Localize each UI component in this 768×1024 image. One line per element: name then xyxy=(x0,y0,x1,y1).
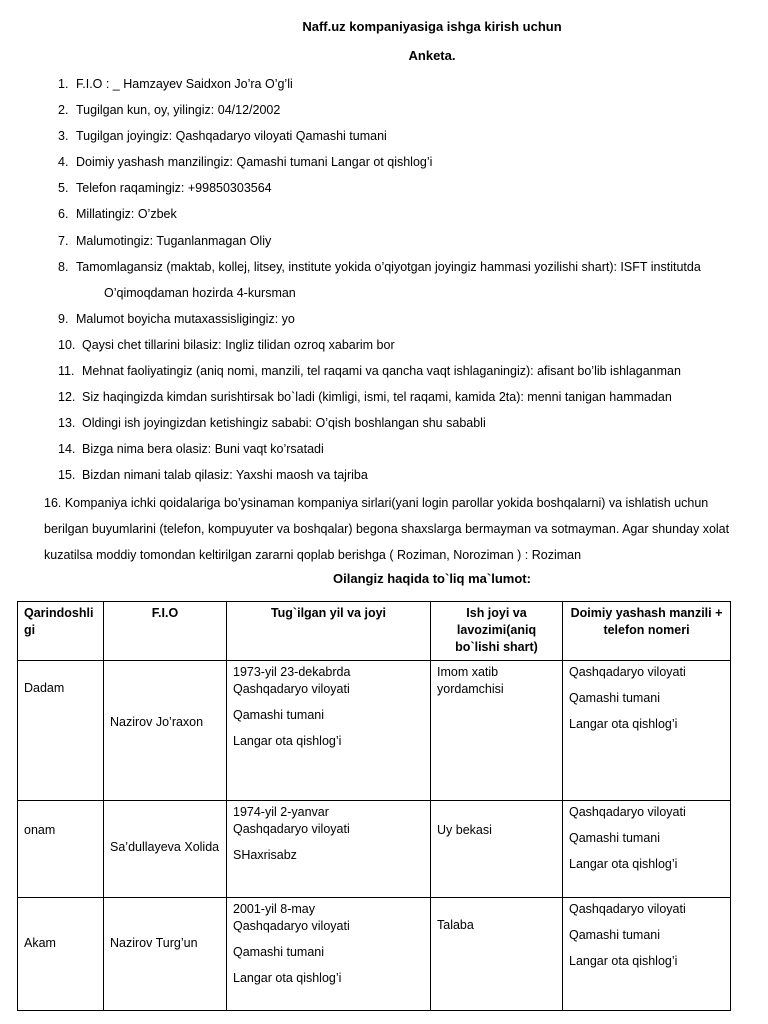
list-item xyxy=(58,335,701,361)
list-item xyxy=(58,413,701,439)
item-number: 11. xyxy=(58,364,75,379)
cell-job: Uy bekasi xyxy=(431,801,563,898)
questionnaire-list xyxy=(58,74,701,492)
cell-address: Qashqadaryo viloyati Qamashi tumani Langar ota qishlog’i xyxy=(563,801,731,898)
cell-job: Talaba xyxy=(431,898,563,1011)
item-number: 13. xyxy=(58,416,76,431)
item-number: 2. xyxy=(58,103,69,118)
table-header-row xyxy=(18,602,731,661)
item-text: Malumotingiz: Tuganlanmagan Oliy xyxy=(76,233,272,248)
cell-relation: Akam xyxy=(18,898,104,1011)
cell-relation: Dadam xyxy=(18,661,104,801)
item-number: 12. xyxy=(58,390,76,405)
item-text: Doimiy yashash manzilingiz: Qamashi tumani Langar ot qishlog’i xyxy=(76,155,433,170)
list-item xyxy=(58,231,701,257)
item-text: Qaysi chet tillarini bilasiz: Ingliz tilidan ozroq xabarim bor xyxy=(82,337,395,352)
document-subtitle: Anketa. xyxy=(408,48,456,63)
item-text: F.I.O : _ Hamzayev Saidxon Jo’ra O’g’li xyxy=(76,77,293,91)
list-item xyxy=(58,387,701,413)
list-item xyxy=(58,74,701,100)
item-number: 9. xyxy=(58,311,69,326)
list-item xyxy=(58,361,701,387)
table-row xyxy=(18,801,731,898)
item-text: Malumot boyicha mutaxassisligingiz: yo xyxy=(76,311,295,326)
list-item xyxy=(58,152,701,178)
item-text: Tugilgan joyingiz: Qashqadaryo viloyati Qamashi tumani xyxy=(76,129,387,144)
header-birth: Tug`ilgan yil va joyi xyxy=(227,602,431,661)
cell-relation: onam xyxy=(18,801,104,898)
item-number: 4. xyxy=(58,155,69,170)
item-number: 6. xyxy=(58,207,69,222)
item-text: Oldingi ish joyingizdan ketishingiz sababi: O’qish boshlangan shu sababli xyxy=(82,416,486,431)
item-text: Millatingiz: O’zbek xyxy=(76,207,177,222)
item-text: Telefon raqamingiz: +99850303564 xyxy=(76,181,272,196)
table-row xyxy=(18,661,731,801)
cell-job: Imom xatib yordamchisi xyxy=(431,661,563,801)
item-number: 3. xyxy=(58,129,69,144)
header-address: Doimiy yashash manzili + telefon nomeri xyxy=(563,602,731,661)
agreement-paragraph: 16. Kompaniya ichki qoidalariga bo’ysinaman kompaniya sirlari(yani login parollar yokida boshqalarni) va ishlatish uchun berilgan buyumlarini (telefon, kompuyuter va boshqalar) begona shaxslarga bermayman va sotmayman. Agar shunday xolat kuzatilsa moddiy tomondan keltirilgan zararni qoplab berishga ( Roziman, Noroziman ) : Roziman xyxy=(44,496,730,562)
cell-fio: Nazirov Turg’un xyxy=(104,898,227,1011)
list-item xyxy=(58,257,701,283)
cell-address: Qashqadaryo viloyati Qamashi tumani Langar ota qishlog’i xyxy=(563,898,731,1011)
item-number: 1. xyxy=(58,77,69,91)
item-text: Tamomlagansiz (maktab, kollej, litsey, institute yokida o’qiyotgan joyingiz hammasi yozilishi shart): ISFT institutda xyxy=(76,259,701,274)
item-text: Siz haqingizda kimdan surishtirsak bo`ladi (kimligi, ismi, tel raqami, kamida 2ta): menni tanigan hammadan xyxy=(82,390,672,405)
header-job: Ish joyi va lavozimi(aniq bo`lishi shart) xyxy=(431,602,563,661)
item-text: O’qimoqdaman hozirda 4-kursman xyxy=(104,285,296,300)
item-text: Tugilgan kun, oy, yilingiz: 04/12/2002 xyxy=(76,103,281,118)
cell-birth: 1973-yil 23-dekabrda Qashqadaryo viloyati Qamashi tumani Langar ota qishlog’i xyxy=(227,661,431,801)
item-number: 15. xyxy=(58,468,76,483)
table-row xyxy=(18,898,731,1011)
list-item xyxy=(58,126,701,152)
family-table xyxy=(17,601,731,1011)
item-number: 5. xyxy=(58,181,69,196)
family-section-title: Oilangiz haqida to`liq ma`lumot: xyxy=(333,571,531,586)
cell-birth: 2001-yil 8-may Qashqadaryo viloyati Qamashi tumani Langar ota qishlog’i xyxy=(227,898,431,1011)
list-item xyxy=(58,100,701,126)
list-item xyxy=(58,439,701,465)
list-item xyxy=(58,465,701,491)
item-number: 8. xyxy=(58,259,69,274)
item-number: 14. xyxy=(58,442,76,457)
item-text: Mehnat faoliyatingiz (aniq nomi, manzili, tel raqami va qancha vaqt ishlaganingiz): afisant bo’lib ishlaganman xyxy=(82,364,681,379)
cell-fio: Nazirov Jo’raxon xyxy=(104,661,227,801)
header-fio: F.I.O xyxy=(104,602,227,661)
cell-fio: Sa’dullayeva Xolida xyxy=(104,801,227,898)
header-relation: Qarindoshli gi xyxy=(18,602,104,661)
document-title: Naff.uz kompaniyasiga ishga kirish uchun xyxy=(302,19,562,34)
cell-birth: 1974-yil 2-yanvar Qashqadaryo viloyati SHaxrisabz xyxy=(227,801,431,898)
item-number: 10. xyxy=(58,337,76,352)
cell-address: Qashqadaryo viloyati Qamashi tumani Langar ota qishlog’i xyxy=(563,661,731,801)
item-text: Bizga nima bera olasiz: Buni vaqt ko’rsatadi xyxy=(82,442,324,457)
list-item xyxy=(58,204,701,230)
list-item xyxy=(58,309,701,335)
item-text: Bizdan nimani talab qilasiz: Yaxshi maosh va tajriba xyxy=(82,468,368,483)
list-item-continuation xyxy=(58,283,701,309)
list-item xyxy=(58,178,701,204)
item-number: 7. xyxy=(58,233,69,248)
